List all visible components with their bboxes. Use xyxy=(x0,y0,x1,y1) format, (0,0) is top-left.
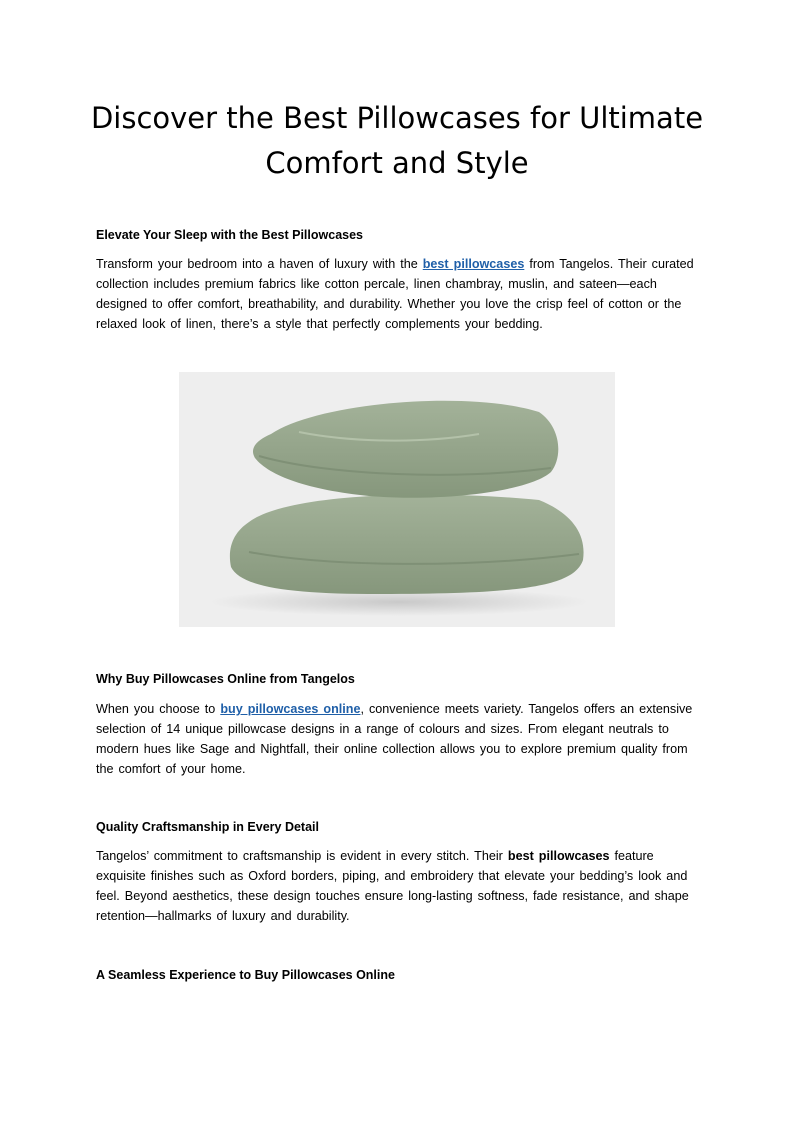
best-pillowcases-link[interactable]: best pillowcases xyxy=(422,257,525,271)
section-paragraph-elevate xyxy=(96,254,708,334)
buy-pillowcases-online-link[interactable]: buy pillowcases online xyxy=(220,702,361,716)
paragraph-text: feature exquisite finishes such as Oxford borders, piping, and embroidery that elevate your bedding’s look and feel. Beyond aesthetics, these design touches ensure long-lasting softness, fade resistance, and shape retention—hallmarks of luxury and durability. xyxy=(96,849,689,923)
paragraph-text: from Tangelos. Their curated collection includes premium fabrics like cotton percale, linen chambray, muslin, and sateen—each designed to offer comfort, breathability, and durability. Whether you love the crisp feel of cotton or the relaxed look of linen, there’s a style that perfectly complements your bedding. xyxy=(96,257,694,331)
paragraph-text: Tangelos’ commitment to craftsmanship is evident in every stitch. Their xyxy=(96,849,508,863)
section-heading-why-buy: Why Buy Pillowcases Online from Tangelos xyxy=(96,672,355,686)
page-title: Discover the Best Pillowcases for Ultimate Comfort and Style xyxy=(90,101,704,180)
section-paragraph-why-buy xyxy=(96,699,708,779)
paragraph-text: When you choose to xyxy=(96,702,221,716)
pillowcase-product-image xyxy=(179,372,615,627)
bottom-pillow xyxy=(230,495,584,594)
top-pillow xyxy=(253,401,558,498)
section-heading-elevate: Elevate Your Sleep with the Best Pillowcases xyxy=(96,228,363,242)
stacked-pillows-illustration xyxy=(179,372,615,627)
bold-best-pillowcases: best pillowcases xyxy=(507,849,610,863)
paragraph-text: , convenience meets variety. Tangelos offers an extensive selection of 14 unique pillowcase designs in a range of colours and sizes. From elegant neutrals to modern hues like Sage and Nightfall, their online collection allows you to explore premium quality from the comfort of your home. xyxy=(96,702,693,776)
section-heading-quality: Quality Craftsmanship in Every Detail xyxy=(96,820,319,834)
section-paragraph-quality xyxy=(96,846,708,926)
paragraph-text: Transform your bedroom into a haven of luxury with the xyxy=(96,257,423,271)
section-heading-seamless: A Seamless Experience to Buy Pillowcases Online xyxy=(96,968,395,982)
